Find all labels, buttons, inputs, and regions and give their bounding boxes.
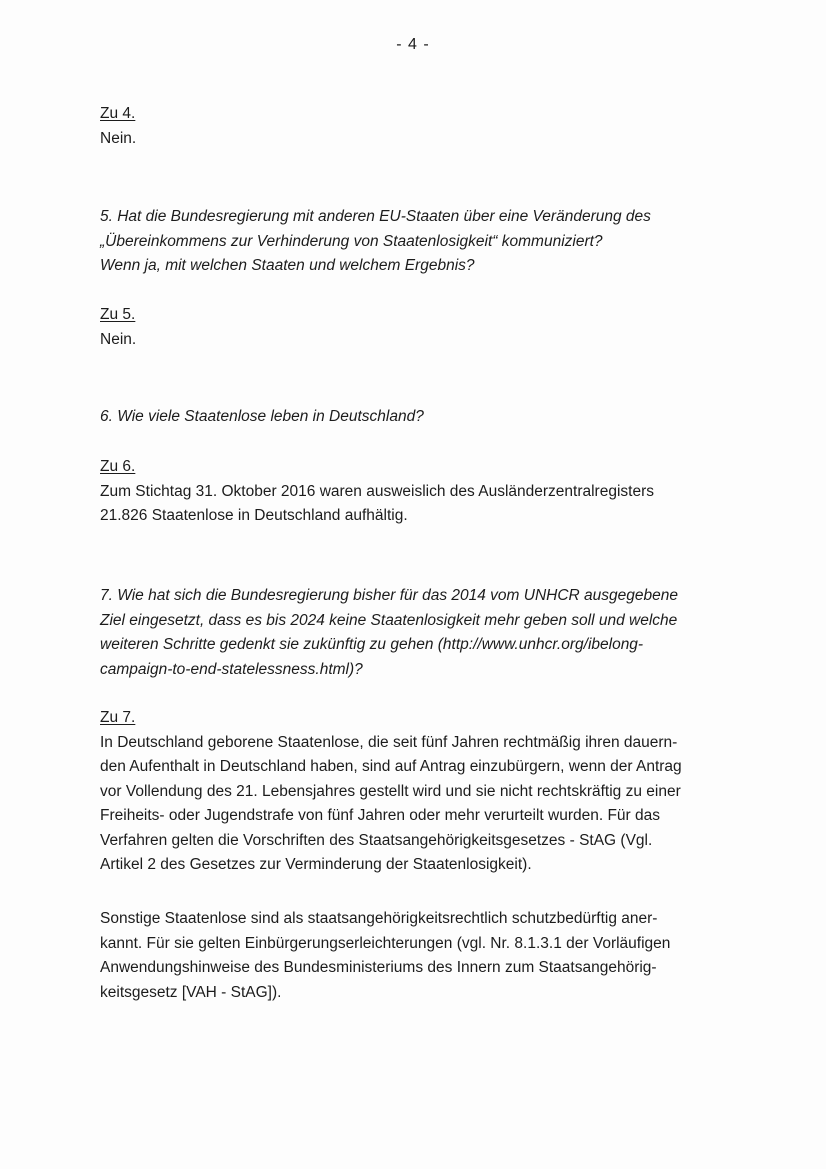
question-7 xyxy=(100,584,740,682)
answer-line: Verfahren gelten die Vorschriften des Staatsangehörigkeitsgesetzes - StAG (Vgl. xyxy=(100,831,653,849)
answer-line: Freiheits- oder Jugendstrafe von fünf Jahren oder mehr verurteilt wurden. Für das xyxy=(100,807,660,824)
answer-line: den Aufenthalt in Deutschland haben, sind auf Antrag einzubürgern, wenn der Antrag xyxy=(100,758,682,775)
answer-line: Nein. xyxy=(100,129,137,147)
answer-4 xyxy=(100,102,740,151)
paragraph-line: keitsgesetz [VAH - StAG]). xyxy=(100,983,282,1001)
answer-line: Artikel 2 des Gesetzes zur Verminderung der Staatenlosigkeit). xyxy=(100,856,532,873)
question-line: 6. Wie viele Staatenlose leben in Deutschland? xyxy=(100,408,424,425)
question-line: weiteren Schritte gedenkt sie zukünftig zu gehen (http://www.unhcr.org/ibelong- xyxy=(100,636,644,653)
question-line: Wenn ja, mit welchen Staaten und welchem Ergebnis? xyxy=(100,257,475,274)
answer-7 xyxy=(100,706,740,878)
question-6 xyxy=(100,405,740,430)
question-line: 5. Hat die Bundesregierung mit anderen EU-Staaten über eine Veränderung des xyxy=(100,208,651,225)
page-number: - 4 - xyxy=(396,36,430,53)
answer-line: Nein. xyxy=(100,330,137,348)
question-line: 7. Wie hat sich die Bundesregierung bisher für das 2014 vom UNHCR ausgegebene xyxy=(100,587,678,604)
answer-heading: Zu 4. xyxy=(100,105,136,122)
paragraph-line: Anwendungshinweise des Bundesministeriums des Innern zum Staatsangehörig- xyxy=(100,959,657,976)
answer-heading: Zu 7. xyxy=(100,709,136,726)
answer-line: In Deutschland geborene Staatenlose, die seit fünf Jahren rechtmäßig ihren dauern- xyxy=(100,733,678,751)
answer-5 xyxy=(100,303,740,352)
answer-heading: Zu 6. xyxy=(100,458,136,475)
answer-line: 21.826 Staatenlose in Deutschland aufhältig. xyxy=(100,507,408,524)
paragraph-line: Sonstige Staatenlose sind als staatsangehörigkeitsrechtlich schutzbedürftig aner- xyxy=(100,910,658,927)
closing-paragraph xyxy=(100,907,740,1005)
answer-heading: Zu 5. xyxy=(100,306,136,323)
question-5 xyxy=(100,205,740,279)
answer-line: Zum Stichtag 31. Oktober 2016 waren ausweislich des Ausländerzentralregisters xyxy=(100,482,654,500)
question-line: campaign-to-end-statelessness.html)? xyxy=(100,660,363,678)
answer-6 xyxy=(100,455,740,529)
question-line: „Übereinkommens zur Verhinderung von Staatenlosigkeit“ kommuniziert? xyxy=(100,232,603,250)
answer-line: vor Vollendung des 21. Lebensjahres gestellt wird und sie nicht rechtskräftig zu einer xyxy=(100,782,681,800)
paragraph-line: kannt. Für sie gelten Einbürgerungserleichterungen (vgl. Nr. 8.1.3.1 der Vorläufigen xyxy=(100,934,671,952)
question-line: Ziel eingesetzt, dass es bis 2024 keine Staatenlosigkeit mehr geben soll und welche xyxy=(100,611,678,629)
